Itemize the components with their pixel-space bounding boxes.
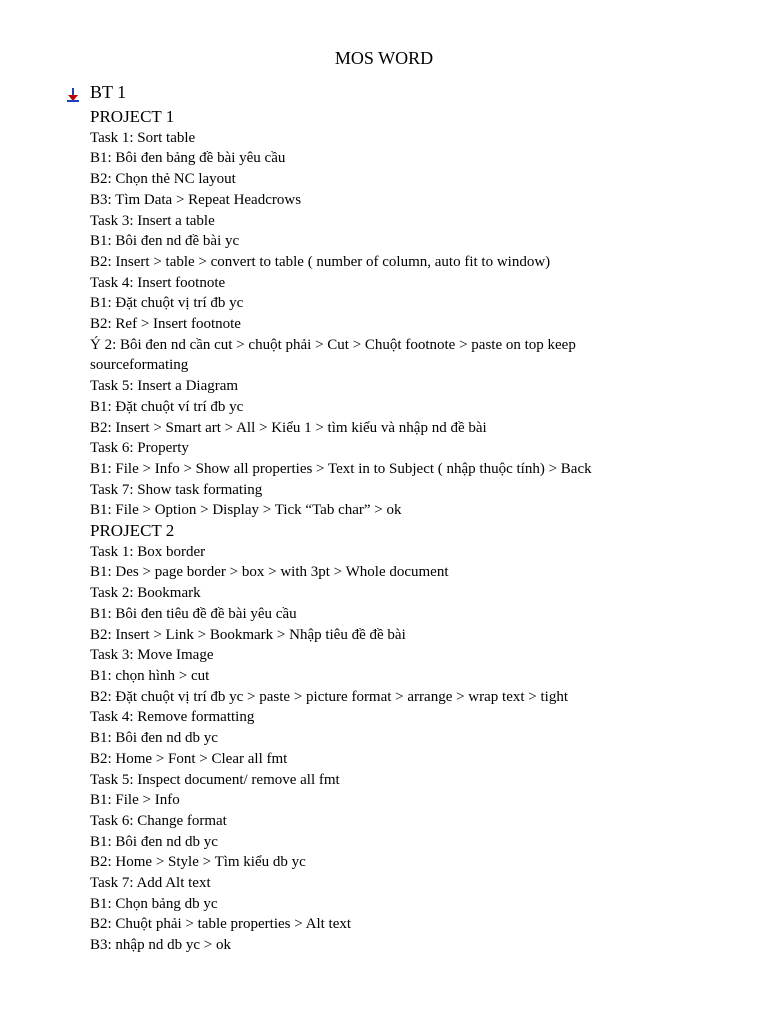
task-line: Task 4: Remove formatting [90, 709, 255, 726]
step-line: B1: File > Info [90, 792, 180, 809]
step-line: B1: chọn hình > cut [90, 667, 210, 684]
step-line: sourceformating [90, 357, 189, 374]
document-title: MOS WORD [334, 48, 434, 68]
step-line: B1: File > Option > Display > Tick “Tab char” > ok [90, 502, 402, 519]
step-line: B1: File > Info > Show all properties > Text in to Subject ( nhập thuộc tính) > Back [90, 460, 592, 477]
task-line: Task 2: Bookmark [90, 585, 201, 602]
step-line: B1: Chọn bảng db yc [90, 895, 218, 912]
step-line: B3: nhập nd db yc > ok [90, 937, 231, 954]
step-line: B2: Đặt chuột vị trí đb yc > paste > picture format > arrange > wrap text > tight [90, 688, 569, 705]
step-line: B3: Tìm Data > Repeat Headcrows [90, 191, 302, 208]
task-line: Task 6: Change format [90, 812, 227, 829]
step-line: B2: Insert > Smart art > All > Kiểu 1 > tìm kiểu và nhập nd đề bài [90, 419, 487, 436]
task-line: Task 5: Insert a Diagram [90, 378, 239, 395]
arrow-down-bullet-icon [67, 88, 79, 102]
project-heading: PROJECT 1 [90, 107, 175, 126]
step-line: B2: Home > Style > Tìm kiểu db yc [90, 854, 306, 871]
step-line: B2: Insert > Link > Bookmark > Nhập tiêu đề đề bài [90, 626, 406, 643]
step-line: B2: Home > Font > Clear all fmt [90, 750, 288, 767]
instruction-list [90, 107, 730, 956]
step-line: B1: Bôi đen nd db yc [90, 730, 218, 747]
task-line: Task 4: Insert footnote [90, 274, 226, 291]
task-line: Task 7: Show task formating [90, 481, 263, 498]
task-line: Task 5: Inspect document/ remove all fmt [90, 771, 340, 788]
step-line: B1: Bôi đen tiêu đề đề bài yêu cầu [90, 605, 297, 622]
step-line: Ý 2: Bôi đen nd cần cut > chuột phải > Cut > Chuột footnote > paste on top keep [90, 336, 576, 353]
project-heading: PROJECT 2 [90, 521, 175, 541]
step-line: B1: Bôi đen nd db yc [90, 833, 218, 850]
task-line: Task 1: Sort table [90, 129, 196, 146]
step-line: B2: Insert > table > convert to table ( number of column, auto fit to window) [90, 253, 551, 270]
task-line: Task 3: Move Image [90, 647, 214, 664]
task-line: Task 1: Box border [90, 543, 206, 560]
step-line: B2: Ref > Insert footnote [90, 316, 241, 333]
step-line: B1: Bôi đen nd đề bài yc [90, 233, 240, 250]
task-line: Task 7: Add Alt text [90, 875, 211, 892]
step-line: B1: Bôi đen bảng đề bài yêu cầu [90, 150, 286, 167]
step-line: B2: Chọn thẻ NC layout [90, 171, 236, 188]
step-line: B1: Des > page border > box > with 3pt > Whole document [90, 564, 449, 581]
step-line: B2: Chuột phải > table properties > Alt text [90, 916, 352, 933]
step-line: B1: Đặt chuột vị trí đb yc [90, 295, 244, 312]
section-heading: BT 1 [90, 82, 127, 102]
step-line: B1: Đặt chuột ví trí đb yc [90, 398, 244, 415]
task-line: Task 3: Insert a table [90, 212, 215, 229]
task-line: Task 6: Property [90, 440, 189, 457]
